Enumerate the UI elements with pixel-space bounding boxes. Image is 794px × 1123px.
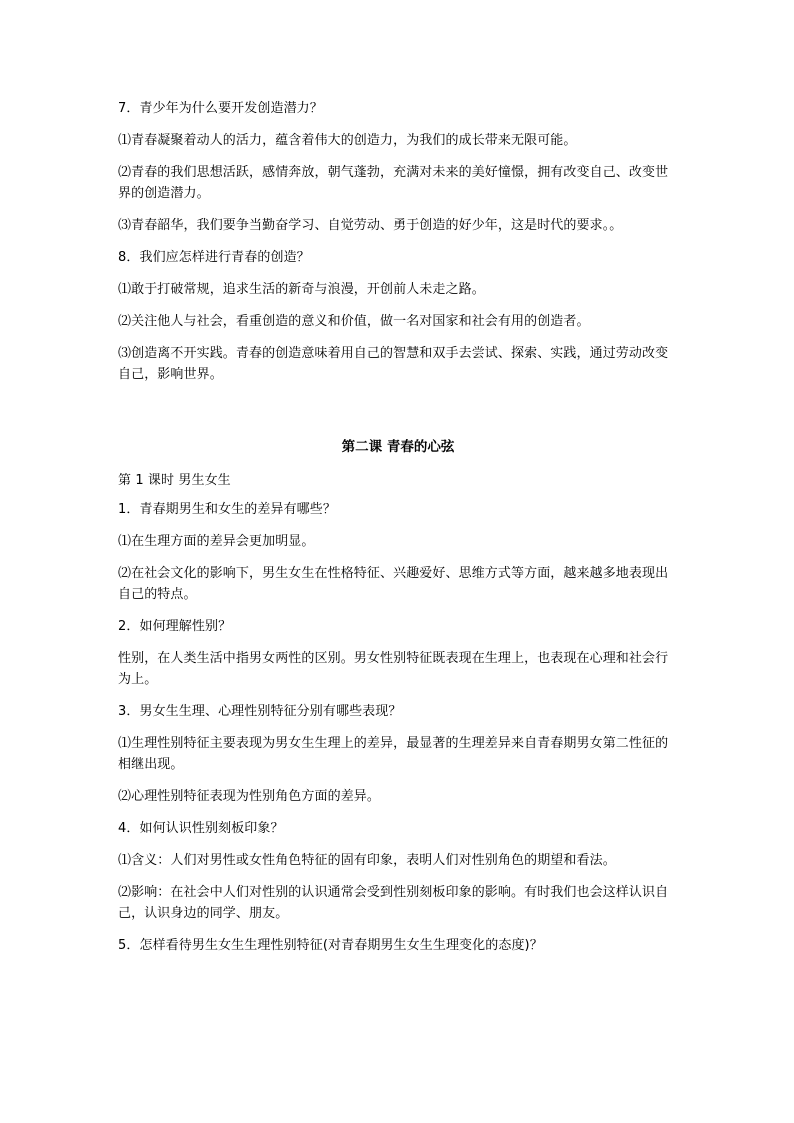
question-8: 8．我们应怎样进行青春的创造？ bbox=[118, 250, 310, 265]
answer-1-2: ⑵在社会文化的影响下，男生女生在性格特征、兴趣爱好、思维方式等方面，越来越多地表现出自己的特点。 bbox=[118, 566, 669, 602]
question-7: 7．青少年为什么要开发创造潜力？ bbox=[118, 101, 323, 116]
question-2: 2．如何理解性别？ bbox=[118, 619, 232, 634]
answer-1-1: ⑴在生理方面的差异会更加明显。 bbox=[118, 534, 315, 549]
answer-8-3: ⑶创造离不开实践。青春的创造意味着用自己的智慧和双手去尝试、探索、实践，通过劳动改变自己，影响世界。 bbox=[118, 346, 669, 382]
lesson-subtitle: 第 1 课时 男生女生 bbox=[118, 473, 231, 488]
answer-3-2: ⑵心理性别特征表现为性别角色方面的差异。 bbox=[118, 789, 381, 804]
answer-8-2: ⑵关注他人与社会，看重创造的意义和价值，做一名对国家和社会有用的创造者。 bbox=[118, 314, 590, 329]
answer-7-3: ⑶青春韶华，我们要争当勤奋学习、自觉劳动、勇于创造的好少年，这是时代的要求。。 bbox=[118, 218, 623, 233]
answer-4-1: ⑴含义：人们对男性或女性角色特征的固有印象，表明人们对性别角色的期望和看法。 bbox=[118, 853, 616, 868]
question-4: 4．如何认识性别刻板印象？ bbox=[118, 821, 284, 836]
document-page bbox=[118, 98, 678, 967]
answer-4-2: ⑵影响：在社会中人们对性别的认识通常会受到性别刻板印象的影响。有时我们也会这样认识自己，认识身边的同学、朋友。 bbox=[118, 885, 669, 921]
answer-8-1: ⑴敢于打破常规，追求生活的新奇与浪漫，开创前人未走之路。 bbox=[118, 282, 485, 297]
answer-7-1: ⑴青春凝聚着动人的活力，蕴含着伟大的创造力，为我们的成长带来无限可能。 bbox=[118, 133, 577, 148]
answer-3-1: ⑴生理性别特征主要表现为男女生生理上的差异，最显著的生理差异来自青春期男女第二性征的相继出现。 bbox=[118, 736, 669, 772]
answer-2: 性别，在人类生活中指男女两性的区别。男女性别特征既表现在生理上，也表现在心理和社会行为上。 bbox=[118, 651, 669, 687]
question-1: 1．青春期男生和女生的差异有哪些？ bbox=[118, 502, 336, 517]
section-title: 第二课 青春的心弦 bbox=[341, 439, 455, 455]
question-5: 5．怎样看待男生女生生理性别特征(对青春期男生女生生理变化的态度)？ bbox=[118, 938, 543, 953]
answer-7-2: ⑵青春的我们思想活跃，感情奔放，朝气蓬勃，充满对未来的美好憧憬，拥有改变自己、改变世界的创造潜力。 bbox=[118, 165, 669, 201]
question-3: 3．男女生生理、心理性别特征分别有哪些表现？ bbox=[118, 704, 402, 719]
